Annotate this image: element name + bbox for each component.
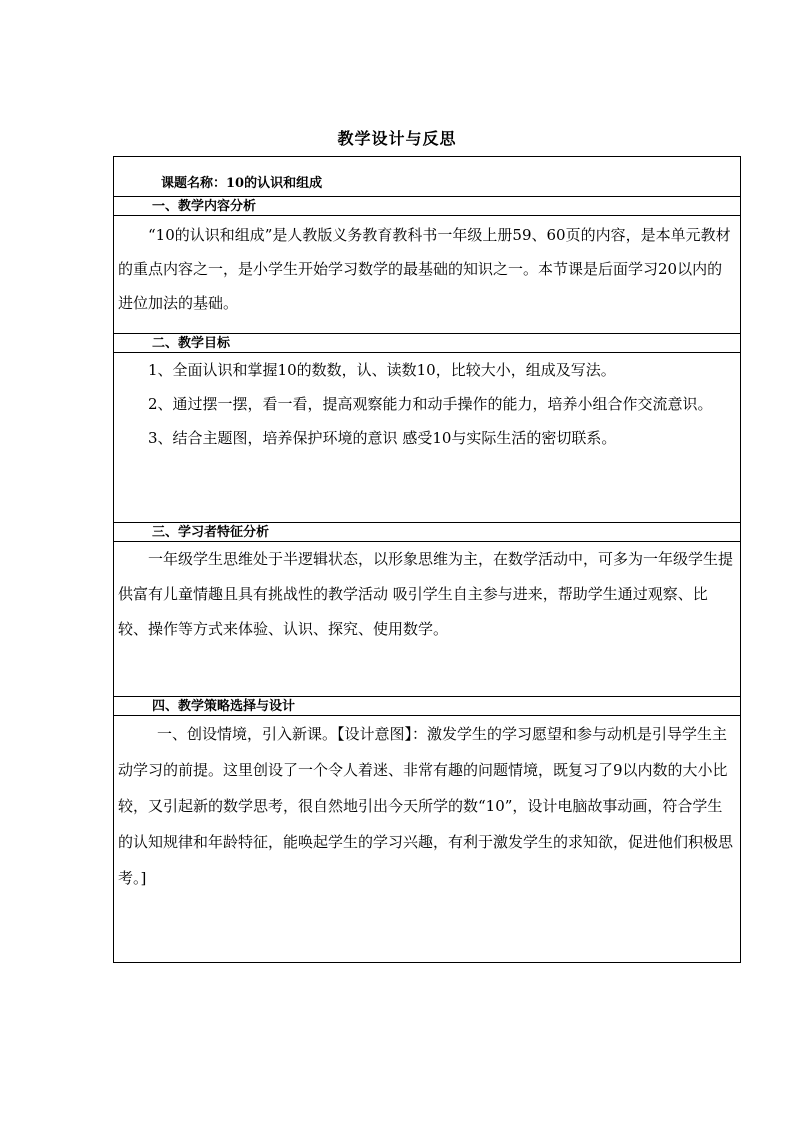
lesson-plan-table: [113, 156, 741, 963]
section-heading-learner-analysis: 三、学习者特征分析: [152, 525, 270, 540]
section-heading-row: [114, 334, 741, 353]
section-body-row: [114, 716, 741, 963]
content-analysis-paragraph: “10的认识和组成”是人教版义务教育教科书一年级上册59、60页的内容，是本单元教材的重点内容之一，是小学生开始学习数学的最基础的知识之一。本节课是后面学习20以内的进位加法的基础。: [118, 226, 731, 312]
document-title: 教学设计与反思: [337, 129, 457, 148]
section-heading-objectives: 二、教学目标: [152, 336, 231, 351]
objective-item: 2、通过摆一摆，看一看，提高观察能力和动手操作的能力，培养小组合作交流意识。: [148, 395, 713, 413]
section-body-row: [114, 353, 741, 523]
section-heading-row: [114, 197, 741, 216]
section-heading-row: [114, 523, 741, 542]
header-row: [114, 157, 741, 197]
section-heading-row: [114, 697, 741, 716]
learner-analysis-paragraph: 一年级学生思维处于半逻辑状态，以形象思维为主，在数学活动中，可多为一年级学生提供富有儿童情趣且具有挑战性的教学活动 吸引学生自主参与进来，帮助学生通过观察、比较、操作等方式来体验、认识、探究、使用数学。: [118, 550, 734, 638]
section-body-row: [114, 542, 741, 697]
section-heading-strategy: 四、教学策略选择与设计: [152, 699, 296, 714]
lesson-topic: 课题名称：10的认识和组成: [161, 176, 323, 191]
objective-item: 3、结合主题图，培养保护环境的意识 感受10与实际生活的密切联系。: [148, 429, 617, 447]
strategy-paragraph: 一、创设情境，引入新课。【设计意图】：激发学生的学习愿望和参与动机是引导学生主动学习的前提。这里创设了一个令人着迷、非常有趣的问题情境，既复习了9以内数的大小比较，又引起新的数学思考，很自然地引出今天所学的数“10”，设计电脑故事动画，符合学生的认知规律和年龄特征，能唤起学生的学习兴趣，有利于激发学生的求知欲，促进他们积极思考。]: [118, 725, 734, 887]
section-body-row: [114, 216, 741, 334]
section-heading-content-analysis: 一、教学内容分析: [152, 199, 257, 214]
objective-item: 1、全面认识和掌握10的数数，认、读数10，比较大小，组成及写法。: [148, 361, 616, 379]
